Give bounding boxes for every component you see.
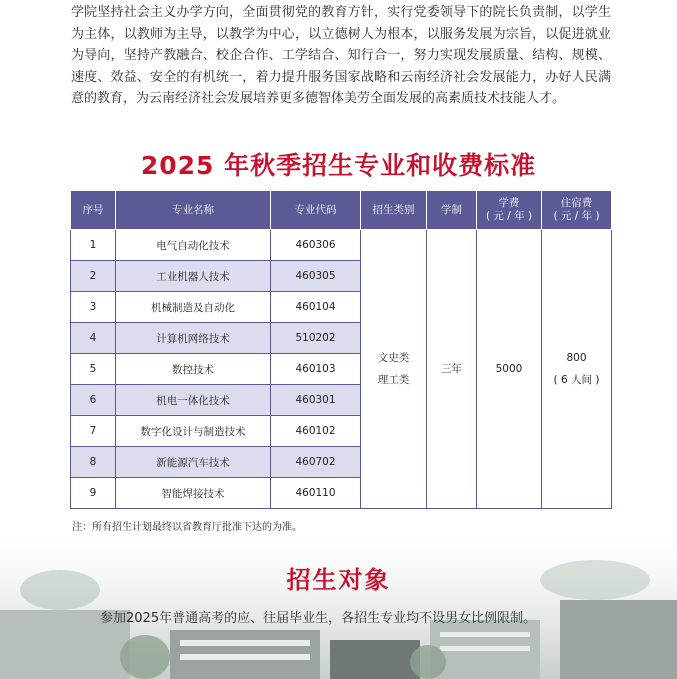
cell-code: 460305 [271,261,361,292]
header-tuition [477,191,542,230]
header-lodging-label: 住宿费 [560,197,593,209]
cell-major: 电气自动化技术 [116,230,271,261]
category-liberal-arts: 文史类 [377,352,410,364]
cell-no: 9 [71,478,116,509]
cell-code: 460702 [271,447,361,478]
cell-code: 460102 [271,416,361,447]
lodging-room-type: ( 6 人间 ) [553,374,600,386]
cell-major: 机械制造及自动化 [116,292,271,323]
cell-lodging [542,230,612,509]
cell-no: 6 [71,385,116,416]
cell-no: 8 [71,447,116,478]
header-major: 专业名称 [116,191,271,230]
cell-major: 工业机器人技术 [116,261,271,292]
cell-code: 460110 [271,478,361,509]
cell-major: 智能焊接技术 [116,478,271,509]
cell-major: 计算机网络技术 [116,323,271,354]
fee-table [70,191,612,509]
lodging-amount: 800 [566,352,587,364]
cell-no: 4 [71,323,116,354]
cell-code: 460103 [271,354,361,385]
table-footnote: 注：所有招生计划最终以省教育厅批准下达的为准。 [72,522,302,533]
cell-category [361,230,427,509]
cell-no: 7 [71,416,116,447]
header-tuition-unit: ( 元 / 年 ) [485,210,533,222]
cell-major: 机电一体化技术 [116,385,271,416]
fee-section-title: 2025 年秋季招生专业和收费标准 [140,151,537,180]
target-section-text: 参加2025年普通高考的应、往届毕业生，各招生专业均不设男女比例限制。 [100,611,537,626]
cell-no: 3 [71,292,116,323]
header-no: 序号 [71,191,116,230]
cell-no: 5 [71,354,116,385]
header-code: 专业代码 [271,191,361,230]
cell-code: 460301 [271,385,361,416]
table-row [71,230,612,261]
header-lodging-unit: ( 元 / 年 ) [553,210,600,222]
cell-major: 数字化设计与制造技术 [116,416,271,447]
cell-major: 新能源汽车技术 [116,447,271,478]
cell-no: 1 [71,230,116,261]
cell-no: 2 [71,261,116,292]
header-category: 招生类别 [361,191,427,230]
target-section-title: 招生对象 [286,566,391,594]
intro-paragraph: 学院坚持社会主义办学方向，全面贯彻党的教育方针，实行党委领导下的院长负责制，以学生为主体，以教师为主导，以教学为中心，以立德树人为根本，以服务发展为宗旨，以促进就业为导向，坚持产教融合、校企合作、工学结合、知行合一，努力实现发展质量、结构、规模、速度、效益、安全的有机统一，着力提升服务国家战略和云南经济社会发展能力，办好人民满意的教育，为云南经济社会发展培养更多德智体美劳全面发展的高素质技术技能人才。 [71,5,611,106]
cell-duration: 三年 [427,230,477,509]
cell-code: 460306 [271,230,361,261]
cell-tuition: 5000 [477,230,542,509]
header-duration: 学制 [427,191,477,230]
cell-code: 460104 [271,292,361,323]
cell-major: 数控技术 [116,354,271,385]
category-science: 理工类 [377,374,410,386]
header-lodging [542,191,612,230]
header-tuition-label: 学费 [498,197,520,209]
cell-code: 510202 [271,323,361,354]
table-header-row [71,191,612,230]
